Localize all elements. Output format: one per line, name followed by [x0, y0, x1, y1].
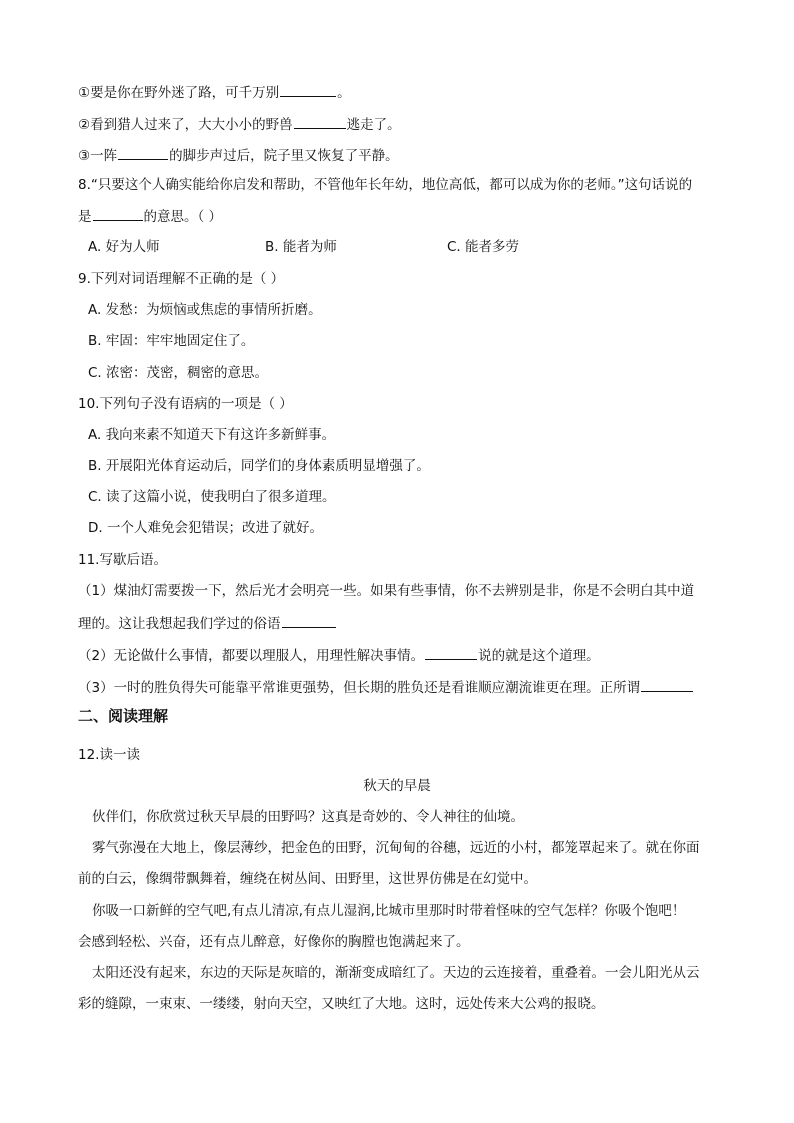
q10-option-c[interactable]: C. 读了这篇小说，使我明白了很多道理。 — [88, 489, 336, 505]
q11-item-1-cont: 理的。这让我想起我们学过的俗语 — [78, 613, 337, 633]
q8-option-a[interactable]: A. 好为人师 — [88, 239, 160, 255]
answer-blank[interactable] — [425, 645, 477, 660]
passage-paragraph-4-cont: 彩的缝隙，一束束、一缕缕，射向天空，又映红了大地。这时，远处传来大公鸡的报晓。 — [78, 996, 605, 1012]
q9-option-b[interactable]: B. 牢固：牢牢地固定住了。 — [88, 333, 255, 349]
q10-option-a[interactable]: A. 我向来素不知道天下有这许多新鲜事。 — [88, 427, 336, 443]
answer-blank[interactable] — [294, 114, 346, 129]
question-11-stem: 11.写歇后语。 — [78, 552, 167, 568]
q8-option-b[interactable]: B. 能者为师 — [265, 239, 337, 255]
q11-item-2: （2）无论做什么事情，都要以理服人，用理性解决事情。 说的就是这个道理。 — [78, 645, 600, 665]
question-8-stem-cont: 是 的意思。（ ） — [78, 206, 222, 226]
answer-blank[interactable] — [641, 677, 693, 692]
fill-line-2: ②看到猎人过来了，大大小小的野兽 逃走了。 — [78, 114, 401, 134]
passage-paragraph-3: 你吸一口新鲜的空气吧,有点儿清凉,有点儿湿润,比城市里那时时带着怪味的空气怎样？你吸个饱吧！ — [92, 903, 686, 919]
q9-option-c[interactable]: C. 浓密：茂密，稠密的意思。 — [88, 365, 269, 381]
q10-option-b[interactable]: B. 开展阳光体育运动后，同学们的身体素质明显增强了。 — [88, 458, 430, 474]
question-8-stem: 8.“只要这个人确实能给你启发和帮助，不管他年长年幼，地位高低，都可以成为你的老师。”这句话说的 — [78, 177, 693, 193]
answer-blank[interactable] — [282, 613, 336, 628]
passage-paragraph-3-cont: 会感到轻松、兴奋，还有点儿醉意，好像你的胸膛也饱满起来了。 — [78, 934, 470, 950]
q11-item-1: （1）煤油灯需要拨一下，然后光才会明亮一些。如果有些事情，你不去辨别是非，你是不会明白其中道 — [78, 583, 695, 599]
fill-line-1: ①要是你在野外迷了路，可千万别 。 — [78, 82, 351, 102]
q9-option-a[interactable]: A. 发愁：为烦恼或焦虑的事情所折磨。 — [88, 302, 322, 318]
passage-paragraph-4: 太阳还没有起来，东边的天际是灰暗的，渐渐变成暗红了。天边的云连接着，重叠着。一会儿阳光从云 — [92, 965, 700, 981]
q10-option-d[interactable]: D. 一个人难免会犯错误；改进了就好。 — [88, 520, 323, 536]
answer-blank[interactable] — [118, 145, 168, 160]
q11-item-3: （3）一时的胜负得失可能靠平常谁更强势，但长期的胜负还是看谁顺应潮流谁更在理。正所谓 — [78, 677, 694, 697]
passage-paragraph-2-cont: 前的白云，像绸带飘舞着，缠绕在树丛间、田野里，这世界仿佛是在幻觉中。 — [78, 871, 537, 887]
question-12-stem: 12.读一读 — [78, 747, 140, 763]
question-9-stem: 9.下列对词语理解不正确的是（ ） — [78, 271, 285, 287]
fill-line-3: ③一阵 的脚步声过后，院子里又恢复了平静。 — [78, 145, 399, 165]
answer-blank[interactable] — [93, 206, 143, 221]
q8-option-c[interactable]: C. 能者多劳 — [447, 239, 520, 255]
passage-paragraph-2: 雾气弥漫在大地上，像层薄纱，把金色的田野，沉甸甸的谷穗，远近的小村，都笼罩起来了。就在你面 — [92, 840, 700, 856]
question-10-stem: 10.下列句子没有语病的一项是（ ） — [78, 396, 293, 412]
passage-title: 秋天的早晨 — [363, 778, 431, 794]
passage-paragraph-1: 伙伴们，你欣赏过秋天早晨的田野吗？这真是奇妙的、令人神往的仙境。 — [92, 809, 524, 825]
answer-blank[interactable] — [280, 82, 336, 97]
section-heading: 二、阅读理解 — [78, 707, 169, 725]
